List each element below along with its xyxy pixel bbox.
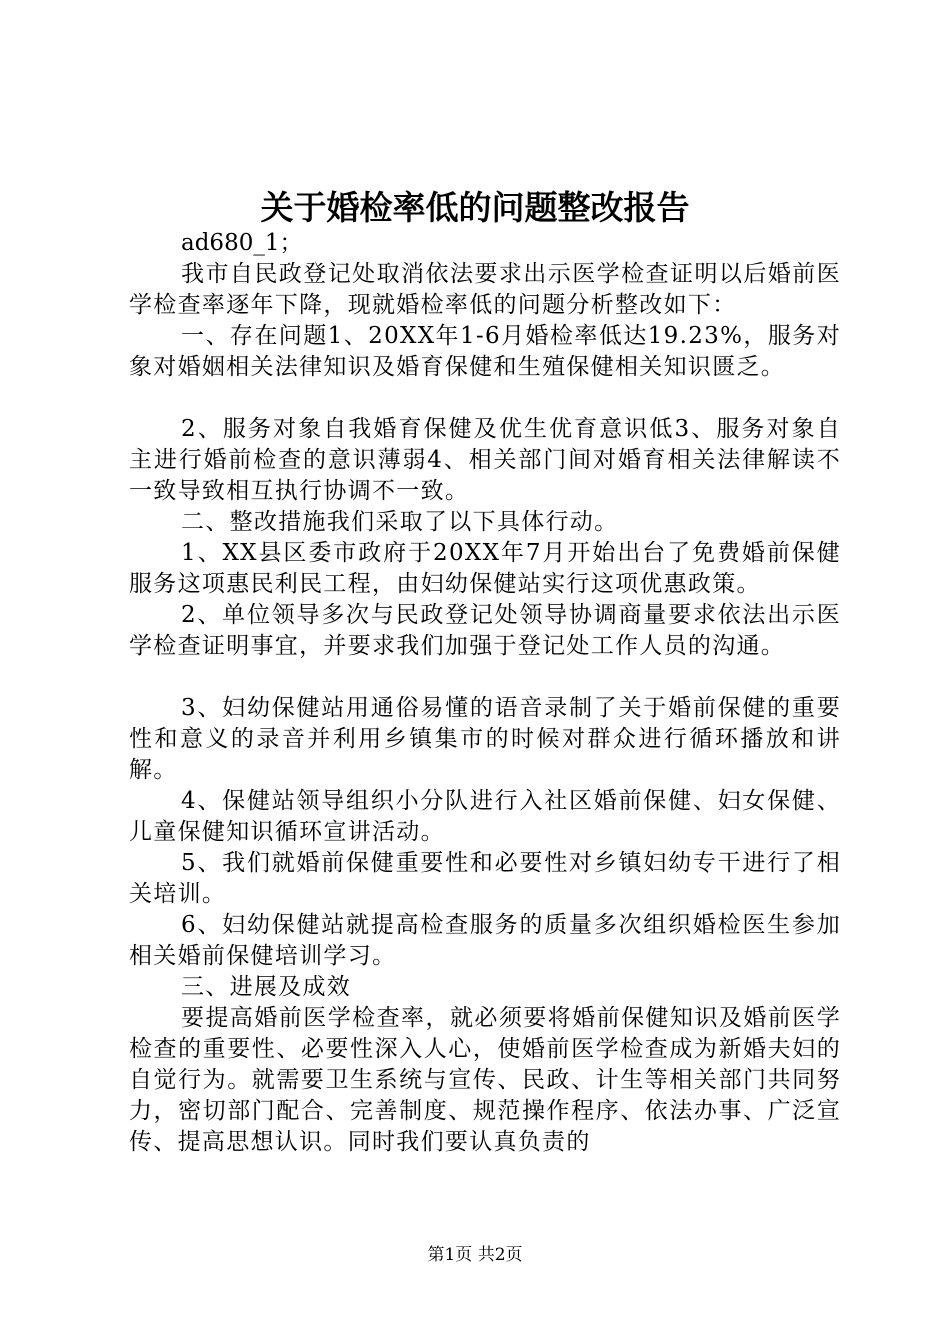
- page-footer: 第1页 共2页: [427, 1245, 523, 1265]
- paragraph-intro: 我市自民政登记处取消依法要求出示医学检查证明以后婚前医学检查率逐年下降，现就婚检率低的问题分析整改如下：: [129, 261, 841, 318]
- paragraph-measure-4: 4、保健站领导组织小分队进行入社区婚前保健、妇女保健、儿童保健知识循环宣讲活动。: [129, 788, 841, 845]
- paragraph-measure-3: 3、妇幼保健站用通俗易懂的语音录制了关于婚前保健的重要性和意义的录音并利用乡镇集市的时候对群众进行循环播放和讲解。: [129, 695, 841, 783]
- paragraph-measure-5: 5、我们就婚前保健重要性和必要性对乡镇妇幼专干进行了相关培训。: [129, 850, 841, 907]
- document-title: 关于婚检率低的问题整改报告: [260, 188, 690, 227]
- paragraph-problem-2-4: 2、服务对象自我婚育保健及优生优育意识低3、服务对象自主进行婚前检查的意识薄弱4、相关部门间对婚育相关法律解读不一致导致相互执行协调不一致。: [129, 416, 841, 504]
- paragraph-code: ad680_1；: [181, 230, 303, 256]
- paragraph-progress-heading: 三、进展及成效: [181, 974, 352, 1000]
- paragraph-measures-heading: 二、整改措施我们采取了以下具体行动。: [181, 509, 619, 535]
- paragraph-measure-2: 2、单位领导多次与民政登记处领导协调商量要求依法出示医学检查证明事宜，并要求我们加强于登记处工作人员的沟通。: [129, 602, 841, 659]
- paragraph-progress-body: 要提高婚前医学检查率，就必须要将婚前保健知识及婚前医学检查的重要性、必要性深入人心，使婚前医学检查成为新婚夫妇的自觉行为。就需要卫生系统与宣传、民政、计生等相关部门共同努力，密切部门配合、完善制度、规范操作程序、依法办事、广泛宣传、提高思想认识。同时我们要认真负责的: [129, 1005, 841, 1155]
- document-body: [129, 228, 841, 1158]
- paragraph-measure-6: 6、妇幼保健站就提高检查服务的质量多次组织婚检医生参加相关婚前保健培训学习。: [129, 912, 841, 969]
- paragraph-problem-1: 一、存在问题1、20XX年1-6月婚检率低达19.23%，服务对象对婚姻相关法律知识及婚育保健和生殖保健相关知识匮乏。: [129, 323, 841, 380]
- paragraph-measure-1: 1、XX县区委市政府于20XX年7月开始出台了免费婚前保健服务这项惠民利民工程，由妇幼保健站实行这项优惠政策。: [129, 540, 841, 597]
